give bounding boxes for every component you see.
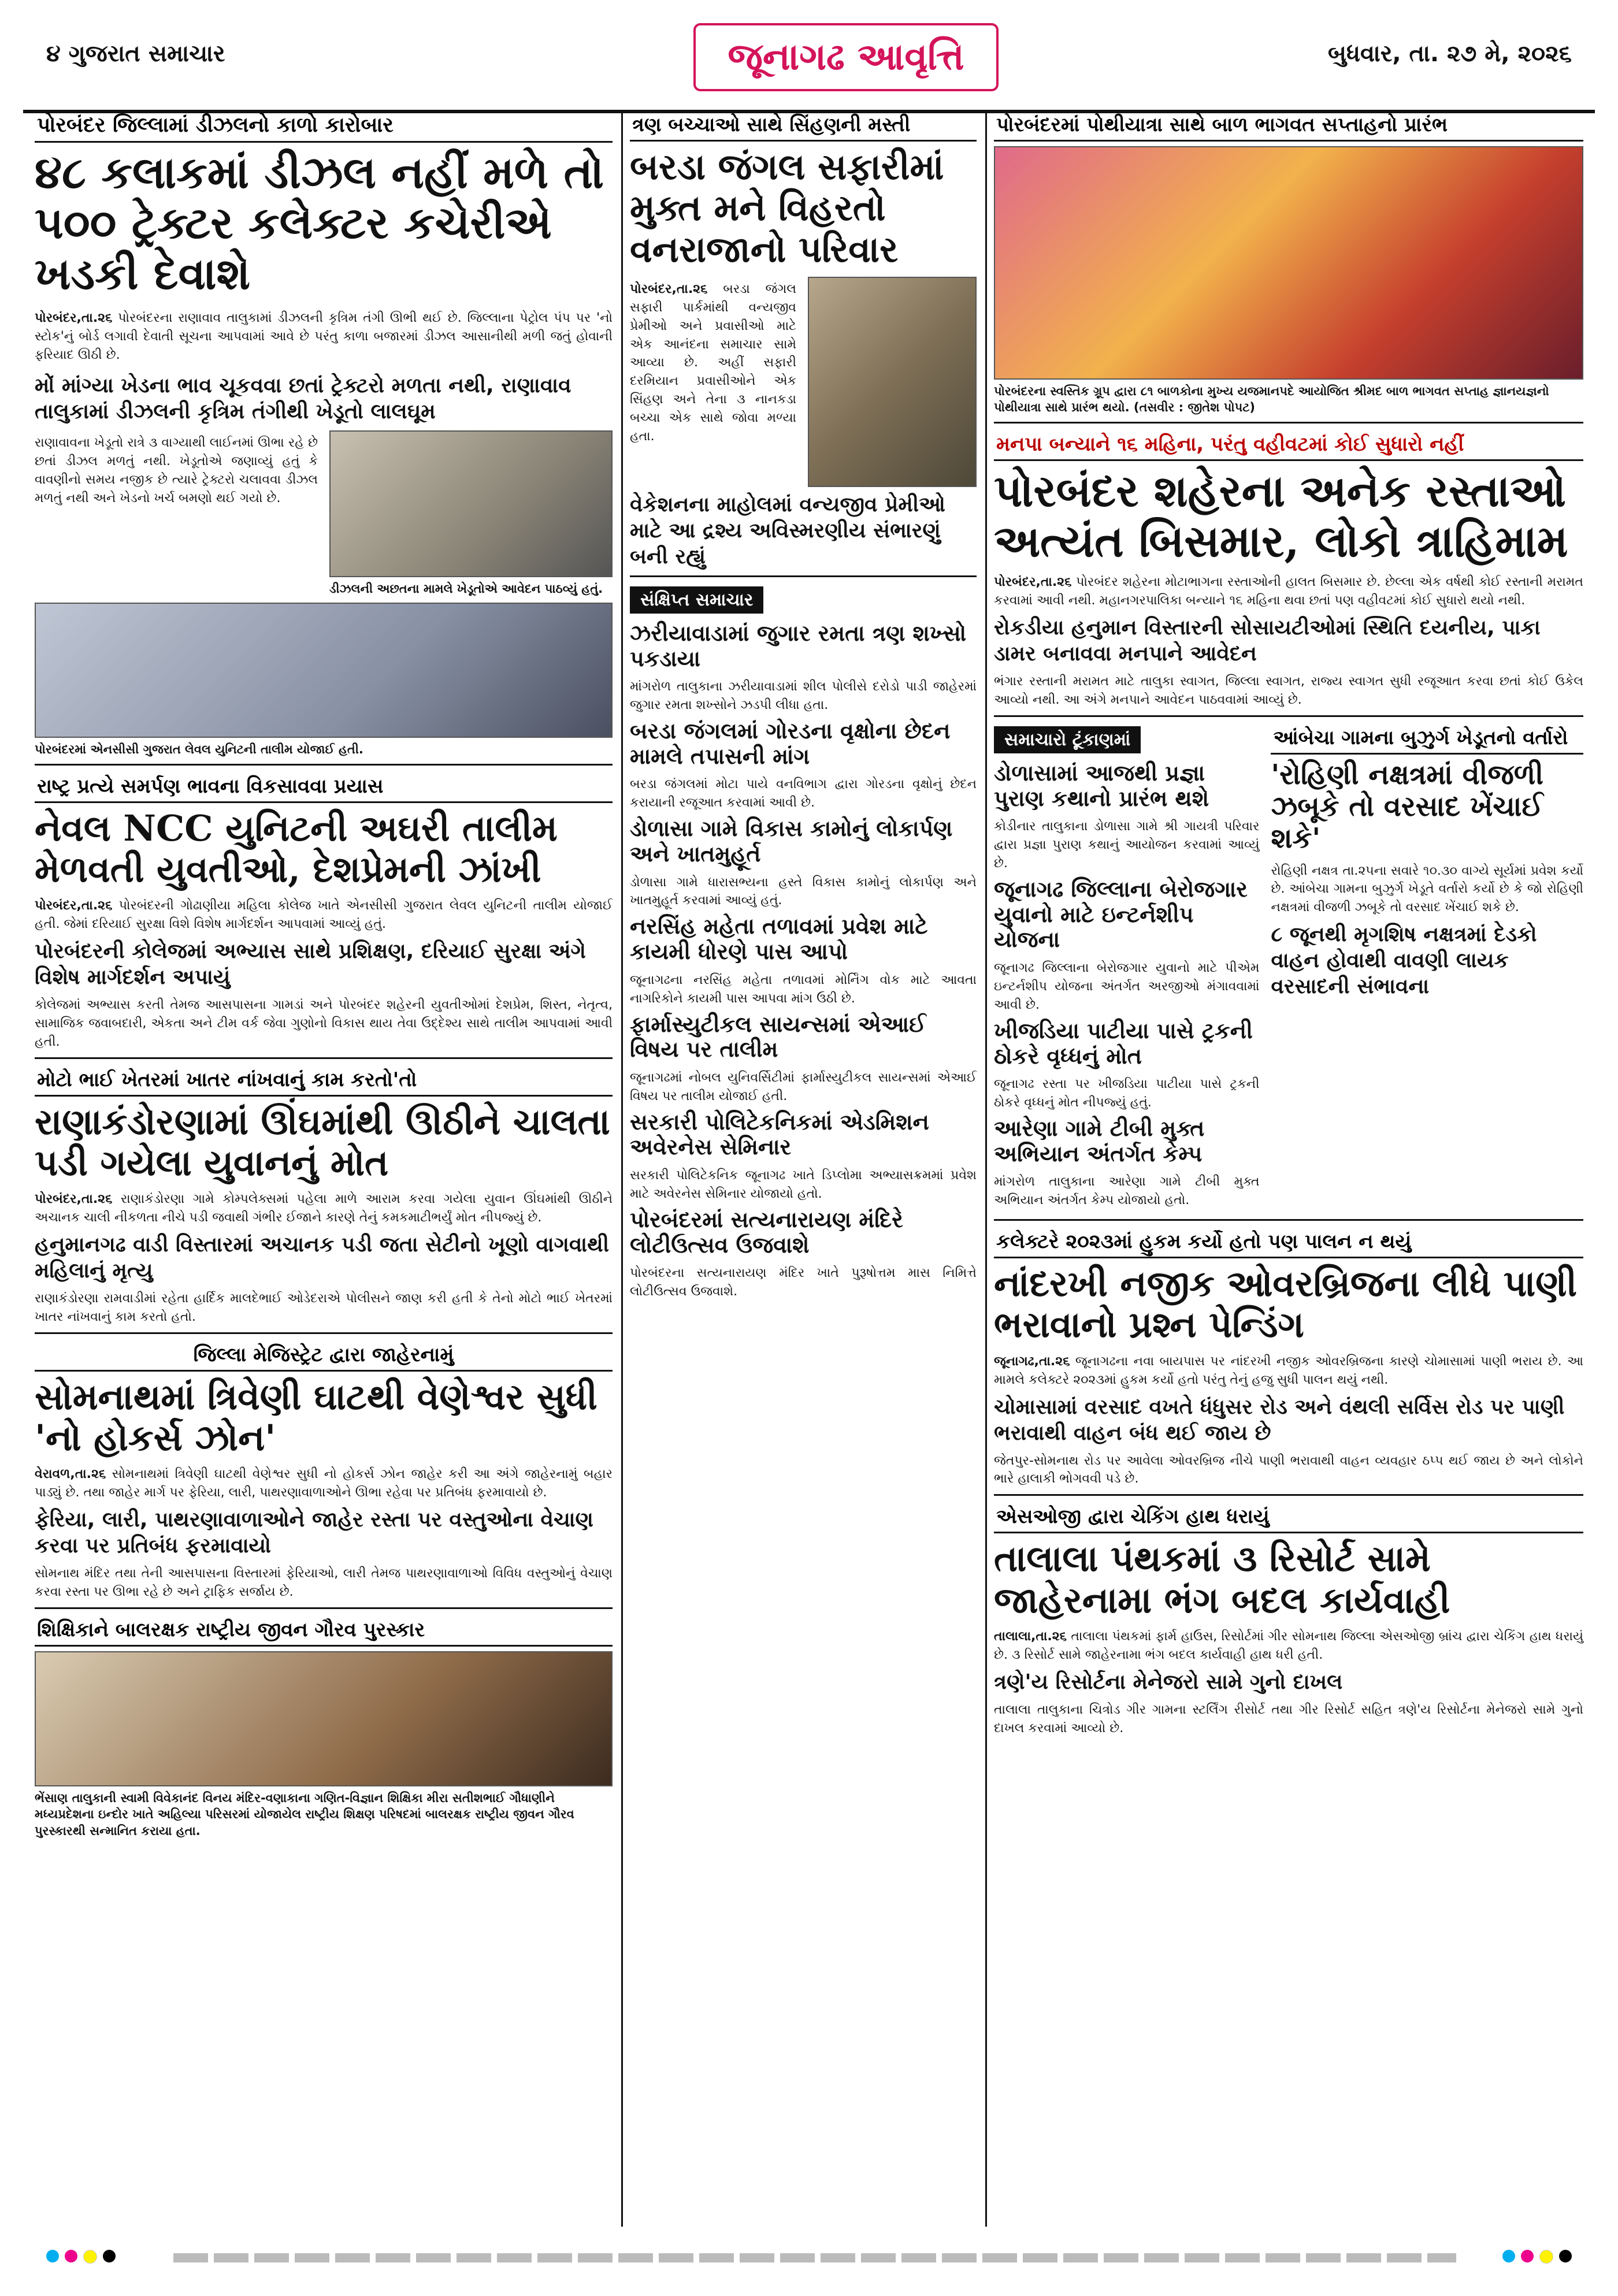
brief-headline: આરેણા ગામે ટીબી મુક્ત અભિયાન અંતર્ગત કેમ્પ <box>994 1114 1205 1166</box>
registration-dot <box>1502 2250 1515 2262</box>
photo-caption: પોરબંદરના સ્વસ્તિક ગ્રૂપ દ્વારા ૮૧ બાળકોના મુખ્ય યજમાનપદે આયોજિત શ્રીમદ બાળ ભાગવત સપ્તાહ જ્ઞાનયજ્ઞનો પોથીયાત્રા સાથે પ્રારંભ થયો. (તસવીર : જીતેશ પોપટ) <box>994 384 1549 415</box>
dateline: પોરબંદર,તા.૨૬ <box>630 281 708 296</box>
registration-dot <box>65 2250 77 2262</box>
article-body: કોલેજમાં અભ્યાસ કરતી તેમજ આસપાસના ગામડાં અને પોરબંદર શહેરની યુવતીઓમાં દેશપ્રેમ, શિસ્ત, નેતૃત્વ, સામાજિક જવાબદારી, એકતા અને ટીમ વર્ક જેવા ગુણોનો વિકાસ થાય તેવા ઉદ્દેશ્ય સાથે તાલીમ આપવામાં આવી હતી. <box>35 997 613 1049</box>
dateline: પોરબંદર,તા.૨૬ <box>35 898 113 913</box>
registration-bar <box>173 2253 1456 2262</box>
article-headline: પોરબંદર શહેરના અનેક રસ્તાઓ અત્યંત બિસમાર, લોકો ત્રાહિમામ <box>994 465 1568 567</box>
brief-headline: બરડા જંગલમાં ગોરડના વૃક્ષોના છેદન મામલે તપાસની માંગ <box>630 718 951 769</box>
dateline: પોરબંદર,તા.૨૬ <box>35 311 113 326</box>
article-headline: નાંદરખી નજીક ઓવરબ્રિજના લીધે પાણી ભરાવાનો પ્રશ્ન પેન્ડિંગ <box>994 1262 1578 1346</box>
edition-title: જૂનાગઢ આવૃત્તિ <box>693 23 999 91</box>
article-kicker: ત્રણ બચ્ચાઓ સાથે સિંહણની મસ્તી <box>630 110 977 142</box>
brief-headline: ઝરીયાવાડામાં જુગાર રમતા ત્રણ શખ્સો પકડાયા <box>630 619 967 671</box>
brief-body: ડોળાસા ગામે ધારાસભ્યના હસ્તે વિકાસ કામોનું લોકાર્પણ અને ખાતમુહૂર્ત કરવામાં આવ્યું હતું. <box>630 875 977 908</box>
brief-body: માંગરોળ તાલુકાના આરેણા ગામે ટીબી મુક્ત અભિયાન અંતર્ગત કેમ્પ યોજાયો હતો. <box>994 1175 1260 1208</box>
article-body: બરડા જંગલ સફારી પાર્કમાંથી વન્યજીવ પ્રેમીઓ અને પ્રવાસીઓ માટે એક આનંદના સમાચાર સામે આવ્યા છે. અહીં સફારી દરમિયાન પ્રવાસીઓને એક સિંહણ અને તેના ૩ નાનકડા બચ્ચા એક સાથે જોવા મળ્યા હતા. <box>630 281 796 444</box>
article-subhead: મોં માંગ્યા ખેડના ભાવ ચૂકવવા છતાં ટ્રેક્ટરો મળતા નથી, રાણાવાવ તાલુકામાં ડીઝલની કૃત્રિમ તંગીથી ખેડૂતો લાલઘૂમ <box>35 373 572 423</box>
article-subhead: ફેરિયા, લારી, પાથરણાવાળાઓને જાહેર રસ્તા પર વસ્તુઓના વેચાણ કરવા પર પ્રતિબંધ ફરમાવાયો <box>35 1508 593 1558</box>
brief-body: જૂનાગઢ જિલ્લાના બેરોજગાર યુવાનો માટે પીએમ ઇન્ટર્નશીપ યોજના અંતર્ગત અરજીઓ મંગાવવામાં આવી છે. <box>994 961 1260 1012</box>
section-tag: સમાચારો ટૂંકાણમાં <box>994 726 1141 753</box>
article-subhead: ચોમાસામાં વરસાદ વખતે ધંધુસર રોડ અને વંથલી સર્વિસ રોડ પર પાણી ભરાવાથી વાહન બંધ થઈ જાય છે <box>994 1395 1565 1445</box>
registration-dot <box>103 2250 116 2262</box>
article-body: પોરબંદરના રાણાવાવ તાલુકામાં ડીઝલની કૃત્રિમ તંગી ઊભી થઈ છે. જિલ્લાના પેટ્રોલ પંપ પર 'નો સ્ટોક'નું બોર્ડ લગાવી દેવાતી સૂચના આપવામાં આવે છે પરંતુ કાળા બજારમાં ડીઝલ આસાનીથી મળી જતું હોવાની ફરિયાદ ઊઠી છે. <box>35 311 613 362</box>
article-body: પોરબંદર શહેરના મોટાભાગના રસ્તાઓની હાલત બિસમાર છે. છેલ્લા એક વર્ષથી કોઈ રસ્તાની મરામત કરવામાં આવી નથી. મહાનગરપાલિકા બન્યાને ૧૬ મહિના થવા છતાં પણ વહીવટમાં કોઈ સુધારો થયો નથી. <box>994 575 1583 608</box>
registration-dot <box>1539 2250 1553 2264</box>
column-divider <box>621 110 623 2227</box>
article-kicker: પોરબંદરમાં પોથીયાત્રા સાથે બાળ ભાગવત સપ્તાહનો પ્રારંભ <box>994 110 1583 142</box>
article-subhead: વેકેશનના માહોલમાં વન્યજીવ પ્રેમીઓ માટે આ દ્રશ્ય અવિસ્મરણીય સંભારણું બની રહ્યું <box>630 492 945 569</box>
dateline: વેરાવળ,તા.૨૬ <box>35 1467 106 1482</box>
article-body: રોહિણી નક્ષત્ર તા.૨૫ના સવારે ૧૦.૩૦ વાગ્યે સૂર્યમાં પ્રવેશ કર્યો છે. આંબેચા ગામના બુઝુર્ગ ખેડૂતે વર્તારો કર્યો છે કે જો રોહિણી નક્ષત્રમાં વીજળી ઝબૂકે તો વરસાદ ખેંચાઈ શકે છે. <box>1271 863 1583 915</box>
article-body: સોમનાથ મંદિર તથા તેની આસપાસના વિસ્તારમાં ફેરિયાઓ, લારી તેમજ પાથરણાવાળાઓ વિવિધ વસ્તુઓનું વેચાણ કરવા રસ્તા પર ઊભા રહે છે અને ટ્રાફિક સર્જાય છે. <box>35 1566 613 1599</box>
brief-body: પોરબંદરના સત્યનારાયણ મંદિર ખાતે પુરૂષોત્તમ માસ નિમિત્તે લોટીઉત્સવ ઉજવાશે. <box>630 1266 977 1299</box>
article-kicker: જિલ્લા મેજિસ્ટ્રેટ દ્વારા જાહેરનામું <box>35 1340 613 1372</box>
article-kicker: રાષ્ટ્ર પ્રત્યે સમર્પણ ભાવના વિકસાવવા પ્રયાસ <box>35 771 613 803</box>
article-headline: બરડા જંગલ સફારીમાં મુક્ત મને વિહરતો વનરાજાનો પરિવાર <box>630 146 944 270</box>
news-photo <box>35 603 613 738</box>
article-kicker: પોરબંદર જિલ્લામાં ડીઝલનો કાળો કારોબાર <box>35 110 613 143</box>
article-body: ભંગાર રસ્તાની મરામત માટે તાલુકા સ્વાગત, જિલ્લા સ્વાગત, રાજ્ય સ્વાગત સુધી રજૂઆત કરવા છતાં કોઈ ઉકેલ આવ્યો નથી. આ અંગે મનપાને આવેદન પાઠવવામાં આવ્યું છે. <box>994 674 1583 708</box>
article-headline: સોમનાથમાં ત્રિવેણી ઘાટથી વેણેશ્વર સુધી 'નો હોકર્સ ઝોન' <box>35 1375 598 1459</box>
brief-body: જૂનાગઢમાં નોબલ યુનિવર્સિટીમાં ફાર્માસ્યુટીકલ સાયન્સમાં એઆઈ વિષય પર તાલીમ યોજાઈ હતી. <box>630 1070 977 1104</box>
brief-headline: પોરબંદરમાં સત્યનારાયણ મંદિરે લોટીઉત્સવ ઉજવાશે <box>630 1206 903 1258</box>
registration-dot <box>46 2250 59 2262</box>
article-kicker: મોટો ભાઈ ખેતરમાં ખાતર નાંખવાનું કામ કરતો'તો <box>35 1065 613 1097</box>
dateline: પોરબંદર,તા.૨૬ <box>994 575 1072 590</box>
article-subhead: હનુમાનગઢ વાડી વિસ્તારમાં અચાનક પડી જતા સેટીનો ખૂણો વાગવાથી મહિલાનું મૃત્યુ <box>35 1232 610 1283</box>
color-registration-dots <box>1502 2250 1572 2264</box>
column-right <box>994 110 1583 2227</box>
brief-headline: ખીજડિયા પાટીયા પાસે ટ્રકની ઠોકરે વૃધ્ધનું મોત <box>994 1017 1253 1069</box>
article-body: પોરબંદરની ગોઢાણીયા મહિલા કોલેજ ખાતે એનસીસી ગુજરાત લેવલ યુનિટની તાલીમ યોજાઈ હતી. જેમાં દરિયાઈ સુરક્ષા વિશે વિશેષ માર્ગદર્શન આપવામાં આવ્યું હતું. <box>35 898 613 932</box>
article-body: જેતપુર-સોમનાથ રોડ પર આવેલા ઓવરબ્રિજ નીચે પાણી ભરાવાથી વાહન વ્યવહાર ઠપ્પ થઈ જાય છે અને લોકોને ભારે હાલાકી ભોગવવી પડે છે. <box>994 1453 1583 1487</box>
article-subhead: ૮ જૂનથી મૃગશિષ નક્ષત્રમાં દેડકો વાહન હોવાથી વાવણી લાયક વરસાદની સંભાવના <box>1271 923 1537 999</box>
article-kicker: એસઓજી દ્વારા ચેકિંગ હાથ ધરાયું <box>994 1502 1583 1533</box>
article-kicker: કલેક્ટરે ૨૦૨૩માં હુકમ કર્યો હતો પણ પાલન ન થયું <box>994 1227 1583 1258</box>
brief-body: બરડા જંગલમાં મોટા પાયે વનવિભાગ દ્વારા ગોરડના વૃક્ષોનું છેદન કરાયાની રજૂઆત કરવામાં આવી છે. <box>630 777 977 811</box>
news-photo <box>994 146 1583 380</box>
photo-caption: પોરબંદરમાં એનસીસી ગુજરાત લેવલ યુનિટની તાલીમ યોજાઈ હતી. <box>35 742 363 757</box>
article-body: રાણાવાવના ખેડૂતો રાત્રે ૩ વાગ્યાથી લાઈનમાં ઊભા રહે છે છતાં ડીઝલ મળતું નથી. ખેડૂતોએ જણાવ્યું હતું કે વાવણીનો સમય નજીક છે ત્યારે ટ્રેક્ટરો ચલાવવા ડીઝલ મળતું નથી અને ખેડનો ખર્ચ બમણો થઈ ગયો છે. <box>35 435 318 506</box>
article-body: જૂનાગઢના નવા બાયપાસ પર નાંદરખી નજીક ઓવરબ્રિજના કારણે ચોમાસામાં પાણી ભરાય છે. આ મામલે કલેક્ટરે ૨૦૨૩માં હુકમ કર્યો હતો પરંતુ તેનું હજુ સુધી પાલન થયું નથી. <box>994 1354 1583 1387</box>
column-left <box>35 110 613 2227</box>
brief-body: કોડીનાર તાલુકાના ડોળાસા ગામે શ્રી ગાયત્રી પરિવાર દ્વારા પ્રજ્ઞા પુરાણ કથાનું આયોજન કરવામાં આવ્યું છે. <box>994 819 1260 871</box>
news-photo <box>808 277 977 487</box>
article-subhead: ત્રણે'ય રિસોર્ટના મેનેજરો સામે ગુનો દાખલ <box>994 1670 1343 1694</box>
article-kicker: શિક્ષિકાને બાલરક્ષક રાષ્ટ્રીય જીવન ગૌરવ પુરસ્કાર <box>35 1615 613 1647</box>
brief-headline: ફાર્માસ્યુટીકલ સાયન્સમાં એઆઈ વિષય પર તાલીમ <box>630 1010 926 1062</box>
photo-caption: ભેંસાણ તાલુકાની સ્વામી વિવેકાનંદ વિનય મંદિર-વણાકાના ગણિત-વિજ્ઞાન શિક્ષિકા મીરા સતીશભાઈ ગૌધાણીને મધ્યપ્રદેશના ઇન્દોર ખાતે અહિલ્યા પરિસરમાં યોજાયેલ રાષ્ટ્રીય શિક્ષણ પરિષદમાં બાલરક્ષક રાષ્ટ્રીય જીવન ગૌરવ પુરસ્કારથી સન્માનિત કરાયા હતા. <box>35 1790 574 1838</box>
article-kicker: આંબેચા ગામના બુઝુર્ગ ખેડૂતનો વર્તારો <box>1271 723 1583 755</box>
dateline: તાલાલા,તા.૨૬ <box>994 1629 1067 1644</box>
registration-dot <box>83 2250 97 2264</box>
article-body: તાલાલા પંથકમાં ફાર્મ હાઉસ, રિસોર્ટમાં ગીર સોમનાથ જિલ્લા એસઓજી બ્રાંચ દ્વારા ચેકિંગ હાથ ધરાયું છે. ૩ રિસોર્ટ સામે જાહેરનામા ભંગ બદલ કાર્યવાહી હાથ ધરી હતી. <box>994 1629 1583 1662</box>
page-number-masthead: ૪ ગુજરાત સમાચાર <box>46 40 225 67</box>
article-headline: ૪૮ કલાકમાં ડીઝલ નહીં મળે તો ૫૦૦ ટ્રેક્ટર કલેક્ટર કચેરીએ ખડકી દેવાશે <box>35 147 604 299</box>
column-middle <box>630 110 977 2227</box>
article-body: રાણાકંડોરણા ગામે કોમ્પલેક્સમાં પહેલા માળે આરામ કરવા ગયેલા યુવાન ઊંઘમાંથી ઊઠીને અચાનક ચાલી નીકળતા નીચે પડી જવાથી ગંભીર ઈજાને કારણે તેનું કમકમાટીભર્યું મોત નીપજ્યું છે. <box>35 1192 613 1225</box>
article-subhead: રોકડીયા હનુમાન વિસ્તારની સોસાયટીઓમાં સ્થિતિ દયનીય, પાકા ડામર બનાવવા મનપાને આવેદન <box>994 616 1541 666</box>
photo-caption: ડીઝલની અછતના મામલે ખેડૂતોએ આવેદન પાઠવ્યું હતું. <box>329 581 603 596</box>
article-headline: રાણાકંડોરણામાં ઊંઘમાંથી ઊઠીને ચાલતા પડી ગયેલા યુવાનનું મોત <box>35 1100 610 1184</box>
brief-headline: જૂનાગઢ જિલ્લાના બેરોજગાર યુવાનો માટે ઇન્ટર્નશીપ યોજના <box>994 876 1248 953</box>
page-header <box>23 0 1595 110</box>
brief-headline: ડોળાસામાં આજથી પ્રજ્ઞા પુરાણ કથાનો પ્રારંભ થશે <box>994 760 1209 811</box>
section-tag: સંક્ષિપ્ત સમાચાર <box>630 586 763 614</box>
news-photo <box>35 1651 613 1786</box>
news-photo <box>329 430 613 577</box>
registration-dot <box>1521 2250 1534 2262</box>
brief-body: સરકારી પોલિટેકનિક જૂનાગઢ ખાતે ડિપ્લોમા અભ્યાસક્રમમાં પ્રવેશ માટે અવેરનેસ સેમિનાર યોજાયો હતો. <box>630 1168 977 1201</box>
article-headline: નેવલ NCC યુનિટની અઘરી તાલીમ મેળવતી યુવતીઓ, દેશપ્રેમની ઝાંખી <box>35 807 558 890</box>
brief-headline: ડોળાસા ગામે વિકાસ કામોનું લોકાર્પણ અને ખાતમુહૂર્ત <box>630 815 953 867</box>
brief-headline: સરકારી પોલિટેકનિકમાં એડમિશન અવેરનેસ સેમિનાર <box>630 1108 929 1160</box>
brief-body: જૂનાગઢ રસ્તા પર ખીજડિયા પાટીયા પાસે ટ્રકની ઠોકરે વૃધ્ધનું મોત નીપજ્યું હતું. <box>994 1077 1260 1110</box>
registration-dot <box>1559 2250 1572 2262</box>
article-body: રાણાકંડોરણા રામવાડીમાં રહેતા હાર્દિક માલદેભાઈ ઓડેદરાએ પોલીસને જાણ કરી હતી કે તેનો મોટો ભાઈ ખેતરમાં ખાતર નાંખવાનું કામ કરતો હતો. <box>35 1291 613 1324</box>
article-headline: તાલાલા પંથકમાં ૩ રિસોર્ટ સામે જાહેરનામા ભંગ બદલ કાર્યવાહી <box>994 1537 1450 1621</box>
dateline: જૂનાગઢ,તા.૨૬ <box>994 1354 1070 1369</box>
brief-body: માંગરોળ તાલુકાના ઝરીયાવાડામાં શીલ પોલીસે દરોડો પાડી જાહેરમાં જુગાર રમતા શખ્સોને ઝડપી લીધા હતા. <box>630 679 977 713</box>
article-subhead: પોરબંદરની કોલેજમાં અભ્યાસ સાથે પ્રશિક્ષણ, દરિયાઈ સુરક્ષા અંગે વિશેષ માર્ગદર્શન અપાયું <box>35 939 586 989</box>
article-kicker: મનપા બન્યાને ૧૬ મહિના, પરંતુ વહીવટમાં કોઈ સુધારો નહીં <box>994 429 1583 461</box>
registration-footer <box>23 2250 1595 2273</box>
article-headline: 'રોહિણી નક્ષત્રમાં વીજળી ઝબૂકે તો વરસાદ ખેંચાઈ શકે' <box>1271 759 1543 855</box>
brief-headline: નરસિંહ મહેતા તળાવમાં પ્રવેશ માટે કાયમી ધોરણે પાસ આપો <box>630 913 928 965</box>
brief-body: જૂનાગઢના નરસિંહ મહેતા તળાવમાં મોર્નિંગ વોક માટે આવતા નાગરિકોને કાયમી પાસ આપવા માંગ ઉઠી છે. <box>630 972 977 1006</box>
issue-date: બુધવાર, તા. ૨૭ મે, ૨૦૨૬ <box>1327 40 1572 67</box>
dateline: પોરબંદર,તા.૨૬ <box>35 1192 113 1207</box>
color-registration-dots <box>46 2250 116 2264</box>
article-body: તાલાલા તાલુકાના ચિત્રોડ ગીર ગામના સ્ટર્લિંગ રીસોર્ટ તથા ગીર રિસોર્ટ સહિત ત્રણે'ય રિસોર્ટના મેનેજરો સામે ગુનો દાખલ કરવામાં આવ્યો છે. <box>994 1702 1583 1736</box>
article-body: સોમનાથમાં ત્રિવેણી ઘાટથી વેણેશ્વર સુધી નો હોકર્સ ઝોન જાહેર કરી આ અંગે જાહેરનામું બહાર પાડ્યું છે. તથા જાહેર માર્ગ પર ફેરિયા, લારી, પાથરણાવાળાઓને ઊભા રહેવા પર પ્રતિબંધ ફરમાવાયો છે. <box>35 1467 613 1500</box>
column-divider <box>985 110 987 2227</box>
